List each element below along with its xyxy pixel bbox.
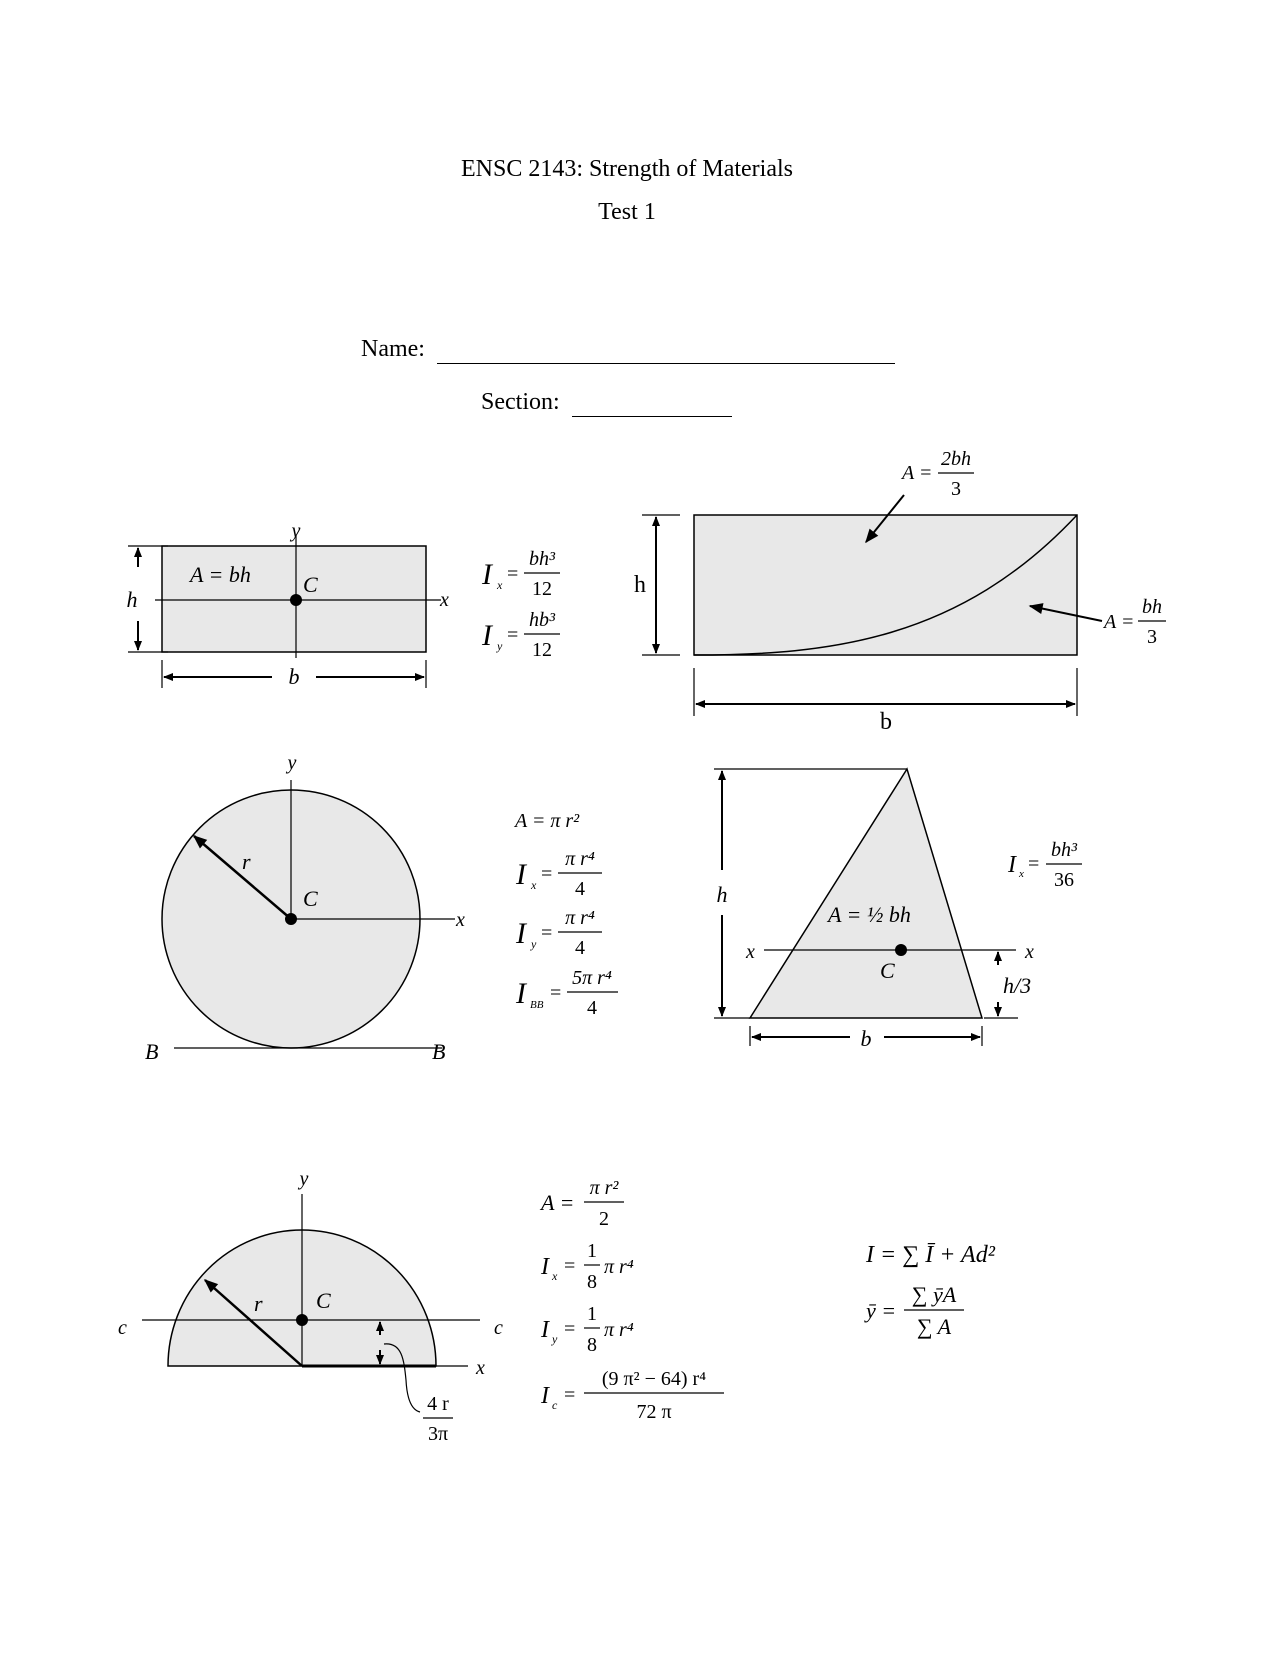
circle-iy-sub: y (531, 937, 537, 951)
rectangle-formulas (481, 548, 560, 661)
rectangle-figure (127, 520, 450, 689)
semicircle-formulas (539, 1177, 724, 1423)
spandrel-base-label: b (880, 709, 892, 735)
circle-iy-num: π r⁴ (565, 907, 595, 929)
circle-formulas (513, 810, 618, 1019)
triangle-shape (750, 769, 982, 1018)
circle-y-label: y (287, 752, 297, 774)
circle-centroid-dot (285, 913, 297, 925)
spandrel-lower-area-lhs: A = (1104, 611, 1135, 633)
triangle-base-label: b (860, 1026, 872, 1051)
semicircle-offset-num: 4 r (427, 1393, 449, 1415)
triangle-x-label-left: x (746, 941, 755, 963)
semicircle-centroid-label: C (316, 1288, 331, 1313)
circle-ix-num: π r⁴ (565, 848, 595, 870)
semicircle-area-lhs: A = (541, 1190, 575, 1215)
svg-text:=: = (564, 1255, 576, 1277)
triangle-x-label-right: x (1025, 941, 1034, 963)
circle-ix-sub: x (531, 878, 537, 892)
rectangle-area: A = bh (190, 562, 251, 587)
rectangle-x-label: x (440, 589, 449, 611)
semicircle-area-num: π r² (589, 1177, 619, 1199)
rectangle-ix-sub: x (497, 578, 503, 592)
test-title: Test 1 (598, 199, 656, 225)
rectangle-iy-num: hb³ (529, 609, 555, 631)
semicircle-iy-num: 1 (587, 1303, 597, 1325)
circle-iy-den: 4 (575, 937, 585, 959)
course-title: ENSC 2143: Strength of Materials (461, 156, 793, 182)
circle-area: A = π r² (515, 810, 580, 832)
spandrel-lower-area-num: bh (1142, 596, 1162, 618)
general-formulas (864, 1242, 996, 1339)
rectangle-y-label: y (291, 520, 301, 542)
triangle-centroid-label: C (880, 958, 895, 983)
svg-text:=: = (507, 563, 519, 585)
rectangle-ix-lhs: I (482, 558, 492, 591)
triangle-area: A = ½ bh (828, 902, 911, 927)
circle-ix-den: 4 (575, 878, 585, 900)
svg-text:=: = (541, 922, 553, 944)
semicircle-ix-num: 1 (587, 1240, 597, 1262)
semicircle-radius-label: r (254, 1291, 263, 1316)
circle-iy-lhs: I (516, 917, 526, 950)
rectangle-iy-lhs: I (482, 619, 492, 652)
circle-tangent-left: B (145, 1039, 159, 1064)
semicircle-ix-den: 8 (587, 1271, 597, 1293)
rectangle-base-label: b (288, 664, 300, 689)
semicircle-iy-sub: y (552, 1332, 558, 1346)
spandrel-lower-area-den: 3 (1147, 626, 1157, 648)
spandrel-upper-area-den: 3 (951, 478, 961, 500)
rectangle-iy-sub: y (497, 639, 503, 653)
semicircle-ic-lhs: I (541, 1383, 549, 1409)
centroid-formula-den: ∑ A (916, 1314, 952, 1339)
triangle-ix-lhs: I (1008, 852, 1016, 878)
circle-radius-label: r (242, 849, 251, 874)
svg-text:=: = (564, 1318, 576, 1340)
triangle-offset-label: h/3 (1003, 973, 1032, 998)
rectangle-centroid-dot (290, 594, 302, 606)
triangle-ix-den: 36 (1054, 869, 1074, 891)
svg-text:=: = (550, 982, 562, 1004)
circle-x-label: x (456, 909, 465, 931)
svg-text:=: = (541, 863, 553, 885)
triangle-ix-num: bh³ (1051, 839, 1077, 861)
rectangle-centroid-label: C (303, 572, 318, 597)
name-label: Name: (361, 336, 425, 362)
circle-centroid-label: C (303, 886, 318, 911)
spandrel-height-label: h (634, 572, 646, 598)
centroid-formula-lhs: ȳ = (866, 1298, 897, 1323)
svg-text:=: = (564, 1384, 576, 1406)
circle-ibb-lhs: I (516, 977, 526, 1010)
semicircle-iy-tail: π r⁴ (604, 1319, 634, 1341)
rectangle-ix-den: 12 (532, 578, 552, 600)
section-label: Section: (481, 389, 560, 415)
triangle-figure (714, 769, 1034, 1051)
semicircle-ix-sub: x (552, 1269, 558, 1283)
rectangle-iy-den: 12 (532, 639, 552, 661)
triangle-ix-sub: x (1019, 868, 1024, 880)
triangle-centroid-dot (895, 944, 907, 956)
semicircle-y-label: y (299, 1168, 309, 1190)
semicircle-centroid-dot (296, 1314, 308, 1326)
semicircle-ix-tail: π r⁴ (604, 1256, 634, 1278)
semicircle-ic-sub: c (552, 1398, 558, 1412)
svg-text:=: = (507, 624, 519, 646)
circle-ibb-den: 4 (587, 997, 597, 1019)
circle-ibb-num: 5π r⁴ (572, 967, 612, 989)
circle-tangent-right: B (432, 1039, 446, 1064)
centroid-formula-num: ∑ ȳA (911, 1282, 957, 1307)
semicircle-offset-den: 3π (427, 1423, 449, 1445)
spandrel-upper-area-num: 2bh (941, 448, 971, 470)
semicircle-figure (118, 1168, 503, 1445)
semicircle-iy-lhs: I (541, 1317, 549, 1343)
semicircle-ic-num: (9 π² − 64) r⁴ (601, 1368, 707, 1390)
rectangle-height-label: h (126, 587, 138, 612)
semicircle-ix-lhs: I (541, 1254, 549, 1280)
rectangle-ix-num: bh³ (529, 548, 555, 570)
svg-text:=: = (1028, 853, 1040, 875)
circle-ix-lhs: I (516, 858, 526, 891)
spandrel-upper-area-lhs: A = (902, 462, 933, 484)
semicircle-c-left: c (118, 1317, 127, 1339)
semicircle-iy-den: 8 (587, 1334, 597, 1356)
semicircle-c-right: c (494, 1317, 503, 1339)
semicircle-area-den: 2 (599, 1208, 609, 1230)
semicircle-ic-den: 72 π (636, 1401, 672, 1423)
semicircle-x-label: x (476, 1357, 485, 1379)
circle-ibb-sub: BB (530, 999, 544, 1011)
triangle-formulas (1007, 839, 1082, 891)
circle-figure (145, 752, 465, 1064)
triangle-height-label: h (716, 882, 728, 907)
spandrel-figure (634, 448, 1166, 735)
parallel-axis-formula: I = ∑ Ī + Ad² (866, 1242, 995, 1268)
